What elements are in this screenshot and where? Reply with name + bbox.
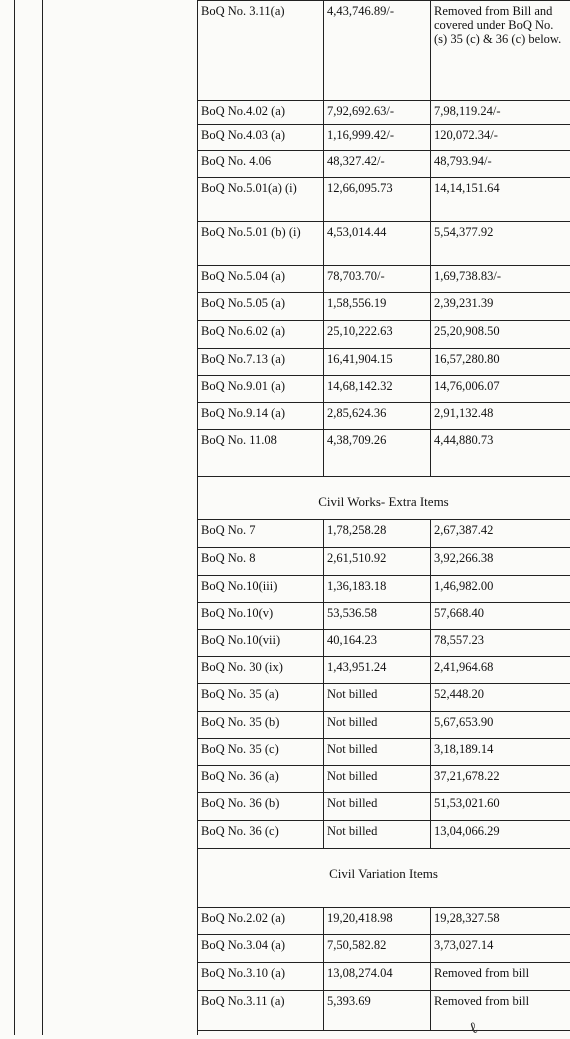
billed-amount-cell: 5,393.69 <box>327 994 371 1008</box>
boq-item-cell: BoQ No.5.05 (a) <box>201 296 286 310</box>
revised-amount-cell: 48,793.94/- <box>434 154 492 168</box>
billed-amount-cell: 13,08,274.04 <box>327 966 393 980</box>
boq-item-cell: BoQ No.5.04 (a) <box>201 269 286 283</box>
revised-amount-cell: 57,668.40 <box>434 606 484 620</box>
revised-amount-cell: 13,04,066.29 <box>434 824 500 838</box>
billed-amount-cell: 16,41,904.15 <box>327 352 393 366</box>
revised-amount-cell: 19,28,327.58 <box>434 911 500 925</box>
row-border <box>197 429 570 430</box>
revised-amount-cell: 2,67,387.42 <box>434 523 494 537</box>
row-border <box>197 629 570 630</box>
row-border <box>197 547 570 548</box>
row-border <box>197 177 570 178</box>
row-border <box>197 124 570 125</box>
row-border <box>197 348 570 349</box>
billed-amount-cell: Not billed <box>327 715 378 729</box>
billed-amount-cell: 1,78,258.28 <box>327 523 387 537</box>
billed-amount-cell: 7,92,692.63/- <box>327 104 395 118</box>
row-border <box>197 0 570 1</box>
boq-item-cell: BoQ No. 36 (c) <box>201 824 279 838</box>
billed-amount-cell: Not billed <box>327 769 378 783</box>
revised-amount-cell: 14,76,006.07 <box>434 379 500 393</box>
row-border <box>197 738 570 739</box>
row-border <box>197 265 570 266</box>
boq-item-cell: BoQ No. 35 (a) <box>201 687 279 701</box>
billed-amount-cell: 40,164.23 <box>327 633 377 647</box>
boq-item-cell: BoQ No.7.13 (a) <box>201 352 286 366</box>
boq-item-cell: BoQ No.10(vii) <box>201 633 281 647</box>
billed-amount-cell: 4,38,709.26 <box>327 433 387 447</box>
boq-item-cell: BoQ No.9.14 (a) <box>201 406 286 420</box>
row-border <box>197 907 570 908</box>
billed-amount-cell: 53,536.58 <box>327 606 377 620</box>
billed-amount-cell: 4,43,746.89/- <box>327 4 395 18</box>
row-border <box>197 602 570 603</box>
revised-amount-cell: 3,18,189.14 <box>434 742 494 756</box>
cell-border <box>323 0 324 476</box>
revised-amount-cell: 25,20,908.50 <box>434 324 500 338</box>
billed-amount-cell: 12,66,095.73 <box>327 181 393 195</box>
boq-item-cell: BoQ No.9.01 (a) <box>201 379 286 393</box>
revised-amount-cell: 52,448.20 <box>434 687 484 701</box>
row-border <box>197 402 570 403</box>
revised-amount-cell: 5,67,653.90 <box>434 715 494 729</box>
billed-amount-cell: Not billed <box>327 742 378 756</box>
row-border <box>197 150 570 151</box>
billed-amount-cell: 48,327.42/- <box>327 154 385 168</box>
row-border <box>197 820 570 821</box>
revised-amount-cell: 3,73,027.14 <box>434 938 494 952</box>
revised-amount-cell: 5,54,377.92 <box>434 225 494 239</box>
row-border <box>197 711 570 712</box>
boq-item-cell: BoQ No. 30 (ix) <box>201 660 283 674</box>
billed-amount-cell: 1,16,999.42/- <box>327 128 395 142</box>
boq-item-cell: BoQ No.10(v) <box>201 606 274 620</box>
row-border <box>197 848 570 849</box>
row-border <box>197 765 570 766</box>
cell-border <box>323 519 324 848</box>
billed-amount-cell: 19,20,418.98 <box>327 911 393 925</box>
row-border <box>197 656 570 657</box>
cell-border <box>323 907 324 1030</box>
billed-amount-cell: 14,68,142.32 <box>327 379 393 393</box>
billed-amount-cell: 1,36,183.18 <box>327 579 387 593</box>
row-border <box>197 934 570 935</box>
cell-border <box>430 0 431 476</box>
column-border <box>42 0 43 1035</box>
boq-item-cell: BoQ No. 36 (a) <box>201 769 279 783</box>
revised-amount-cell: 1,46,982.00 <box>434 579 494 593</box>
row-border <box>197 320 570 321</box>
boq-item-cell: BoQ No.10(iii) <box>201 579 278 593</box>
boq-item-cell: BoQ No. 8 <box>201 551 256 565</box>
signature-mark: ℓ <box>467 1019 481 1038</box>
billed-amount-cell: 2,85,624.36 <box>327 406 387 420</box>
boq-item-cell: BoQ No. 35 (b) <box>201 715 280 729</box>
revised-amount-cell: Removed from bill <box>434 966 530 980</box>
boq-item-cell: BoQ No.4.02 (a) <box>201 104 286 118</box>
boq-item-cell: BoQ No. 7 <box>201 523 256 537</box>
row-border <box>197 1030 570 1031</box>
row-border <box>197 519 570 520</box>
row-border <box>197 221 570 222</box>
billed-amount-cell: 25,10,222.63 <box>327 324 393 338</box>
cell-border <box>430 519 431 848</box>
revised-amount-cell: Removed from Bill and covered under BoQ No.(s) 35 (c) & 36 (c) below. <box>434 4 562 46</box>
row-border <box>197 990 570 991</box>
revised-amount-cell: 120,072.34/- <box>434 128 498 142</box>
boq-item-cell: BoQ No.2.02 (a) <box>201 911 286 925</box>
billed-amount-cell: 2,61,510.92 <box>327 551 387 565</box>
row-border <box>197 476 570 477</box>
billed-amount-cell: 7,50,582.82 <box>327 938 387 952</box>
column-border <box>14 0 15 1035</box>
boq-item-cell: BoQ No.3.11 (a) <box>201 994 285 1008</box>
row-border <box>197 100 570 101</box>
boq-item-cell: BoQ No. 11.08 <box>201 433 277 447</box>
section-title-variation-items: Civil Variation Items <box>329 866 438 881</box>
revised-amount-cell: 14,14,151.64 <box>434 181 500 195</box>
revised-amount-cell: 51,53,021.60 <box>434 796 500 810</box>
revised-amount-cell: Removed from bill <box>434 994 530 1008</box>
revised-amount-cell: 7,98,119.24/- <box>434 104 501 118</box>
revised-amount-cell: 78,557.23 <box>434 633 484 647</box>
boq-item-cell: BoQ No.5.01(a) (i) <box>201 181 297 195</box>
billed-amount-cell: Not billed <box>327 687 378 701</box>
revised-amount-cell: 4,44,880.73 <box>434 433 494 447</box>
row-border <box>197 292 570 293</box>
revised-amount-cell: 2,39,231.39 <box>434 296 494 310</box>
section-title-extra-items: Civil Works- Extra Items <box>318 494 449 509</box>
boq-item-cell: BoQ No.3.10 (a) <box>201 966 286 980</box>
row-border <box>197 962 570 963</box>
billed-amount-cell: 1,58,556.19 <box>327 296 387 310</box>
row-border <box>197 683 570 684</box>
billed-amount-cell: 4,53,014.44 <box>327 225 387 239</box>
billed-amount-cell: Not billed <box>327 824 378 838</box>
boq-item-cell: BoQ No.6.02 (a) <box>201 324 286 338</box>
revised-amount-cell: 1,69,738.83/- <box>434 269 502 283</box>
billed-amount-cell: 1,43,951.24 <box>327 660 387 674</box>
boq-item-cell: BoQ No. 3.11(a) <box>201 4 285 18</box>
row-border <box>197 575 570 576</box>
billed-amount-cell: 78,703.70/- <box>327 269 385 283</box>
boq-item-cell: BoQ No. 4.06 <box>201 154 272 168</box>
revised-amount-cell: 2,91,132.48 <box>434 406 494 420</box>
revised-amount-cell: 37,21,678.22 <box>434 769 500 783</box>
revised-amount-cell: 2,41,964.68 <box>434 660 494 674</box>
cell-border <box>430 907 431 1030</box>
revised-amount-cell: 3,92,266.38 <box>434 551 494 565</box>
boq-item-cell: BoQ No. 36 (b) <box>201 796 280 810</box>
revised-amount-cell: 16,57,280.80 <box>434 352 500 366</box>
row-border <box>197 375 570 376</box>
row-border <box>197 792 570 793</box>
boq-item-cell: BoQ No. 35 (c) <box>201 742 279 756</box>
boq-item-cell: BoQ No.4.03 (a) <box>201 128 286 142</box>
boq-item-cell: BoQ No.5.01 (b) (i) <box>201 225 301 239</box>
billed-amount-cell: Not billed <box>327 796 378 810</box>
boq-item-cell: BoQ No.3.04 (a) <box>201 938 286 952</box>
